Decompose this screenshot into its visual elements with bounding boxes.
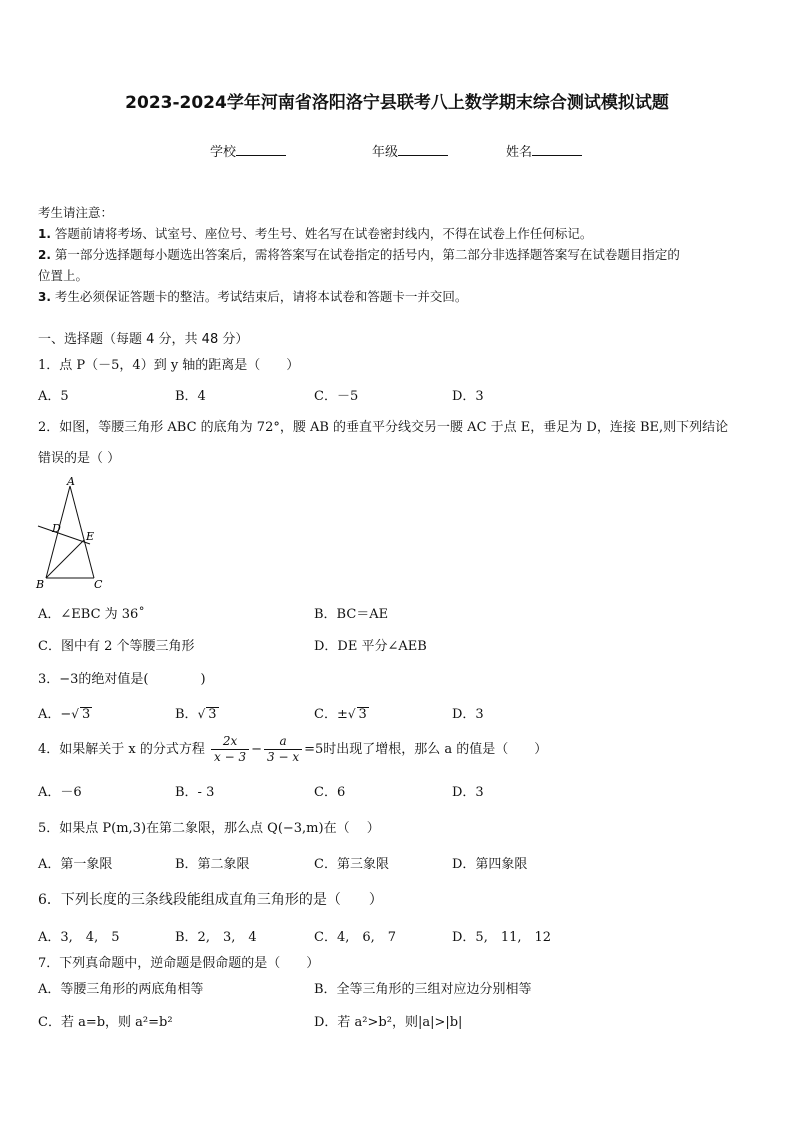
q6-option-d: D．5, 11, 12 — [452, 930, 552, 945]
q4-stem-suffix: =5时出现了增根，那么 a 的值是（ ） — [304, 742, 548, 757]
q2-option-b: B．BC＝AE — [314, 607, 389, 622]
notice-item-2 — [38, 245, 680, 263]
q7-option-b: B．全等三角形的三组对应边分别相等 — [314, 982, 532, 997]
q4-fraction-2 — [264, 734, 302, 765]
question-5-stem: 5．如果点 P(m,3)在第二象限，那么点 Q(−3,m)在（ ） — [38, 821, 380, 836]
question-7-stem: 7．下列真命题中，逆命题是假命题的是（ ） — [38, 956, 320, 971]
school-field — [210, 141, 286, 160]
q3-option-a: A．−√ 3 — [38, 707, 91, 722]
label-c: C — [94, 578, 103, 591]
q4-stem-prefix: 4．如果解关于 x 的分式方程 — [38, 742, 205, 757]
q6-option-b: B．2, 3, 4 — [175, 930, 257, 945]
q4-option-c: C．6 — [314, 785, 346, 800]
q7-option-c: C．若 a=b，则 a²=b² — [38, 1015, 173, 1030]
school-blank — [236, 143, 286, 156]
q3-a-radicand: 3 — [81, 707, 91, 722]
q4-option-a: A．－6 — [38, 785, 82, 800]
question-3-stem: 3．−3的绝对值是( ) — [38, 672, 206, 687]
q7-option-a: A．等腰三角形的两底角相等 — [38, 982, 204, 997]
question-6-stem: 6．下列长度的三条线段能组成直角三角形的是（ ） — [38, 892, 383, 908]
label-a: A — [67, 476, 75, 488]
q4-fraction-1 — [211, 734, 249, 765]
page-title: 2023-2024学年河南省洛阳洛宁县联考八上数学期末综合测试模拟试题 — [125, 93, 669, 113]
q3-b-radicand: 3 — [208, 707, 217, 722]
q3-c-prefix: C．± — [314, 707, 348, 722]
name-field — [506, 141, 582, 160]
q4-option-d: D．3 — [452, 785, 484, 800]
q1-option-a: A．5 — [38, 389, 69, 404]
triangle-figure — [34, 476, 114, 592]
notice-item-1-num: 1. — [38, 227, 51, 241]
q6-option-a: A．3, 4, 5 — [38, 930, 120, 945]
segment-be — [46, 540, 84, 578]
q3-b-prefix: B． — [175, 707, 198, 722]
q7-option-d: D．若 a²>b²，则|a|>|b| — [314, 1015, 463, 1030]
notice-item-2-text: 第一部分选择题每小题选出答案后，需将答案写在试卷指定的括号内，第二部分非选择题答案写在试卷题目指定的 — [54, 247, 680, 262]
q3-a-prefix: A．− — [38, 707, 72, 722]
q5-option-a: A．第一象限 — [38, 857, 113, 872]
q3-option-d: D．3 — [452, 707, 484, 722]
label-d: D — [52, 522, 61, 535]
notice-item-3-num: 3. — [38, 290, 51, 304]
label-b: B — [36, 578, 45, 591]
notice-item-1 — [38, 224, 592, 242]
q1-option-d: D．3 — [452, 389, 484, 404]
q5-option-c: C．第三象限 — [314, 857, 389, 872]
q4-option-b: B．- 3 — [175, 785, 215, 800]
grade-blank — [398, 143, 448, 156]
q2-option-a: A．∠EBC 为 36˚ — [38, 607, 145, 622]
q5-option-d: D．第四象限 — [452, 857, 528, 872]
notice-item-2-cont: 位置上。 — [38, 268, 89, 283]
q6-option-c: C．4, 6, 7 — [314, 930, 397, 945]
q2-option-d: D．DE 平分∠AEB — [314, 639, 427, 654]
notice-item-1-text: 答题前请将考场、试室号、座位号、考生号、姓名写在试卷密封线内，不得在试卷上作任何标记。 — [54, 226, 593, 241]
q4-fraction-2-den: 3 − x — [267, 750, 300, 764]
q4-fraction-2-num: a — [264, 734, 302, 750]
q1-option-b: B．4 — [175, 389, 206, 404]
question-1-stem: 1．点 P（－5，4）到 y 轴的距离是（ ） — [38, 358, 300, 373]
name-blank — [532, 143, 582, 156]
name-label: 姓名 — [506, 145, 533, 160]
question-4-stem — [38, 734, 547, 765]
q4-minus: − — [251, 742, 263, 757]
label-e: E — [86, 530, 95, 543]
notice-item-2-num: 2. — [38, 248, 51, 262]
question-2-stem: 2．如图，等腰三角形 ABC 的底角为 72°，腰 AB 的垂直平分线交另一腰 AC 于点 E，垂足为 D，连接 BE,则下列结论 — [38, 420, 729, 435]
notice-item-3 — [38, 287, 467, 305]
grade-label: 年级 — [372, 145, 399, 160]
question-2-stem-cont: 错误的是（ ） — [38, 451, 121, 466]
q4-fraction-1-num: 2x — [211, 734, 249, 750]
notice-item-3-text: 考生必须保证答题卡的整洁。考试结束后，请将本试卷和答题卡一并交回。 — [54, 289, 468, 304]
q1-option-c: C．－5 — [314, 389, 359, 404]
section-heading: 一、选择题（每题 4 分，共 48 分） — [38, 332, 249, 347]
q3-option-b: B．√ 3 — [175, 707, 217, 722]
notice-heading: 考生请注意： — [38, 205, 114, 220]
school-label: 学校 — [210, 145, 237, 160]
q3-c-radicand: 3 — [358, 707, 367, 722]
q5-option-b: B．第二象限 — [175, 857, 250, 872]
q2-option-c: C．图中有 2 个等腰三角形 — [38, 639, 195, 654]
q3-option-c: C．±√ 3 — [314, 707, 367, 722]
q4-fraction-1-den: x − 3 — [214, 750, 247, 764]
grade-field — [372, 141, 448, 160]
